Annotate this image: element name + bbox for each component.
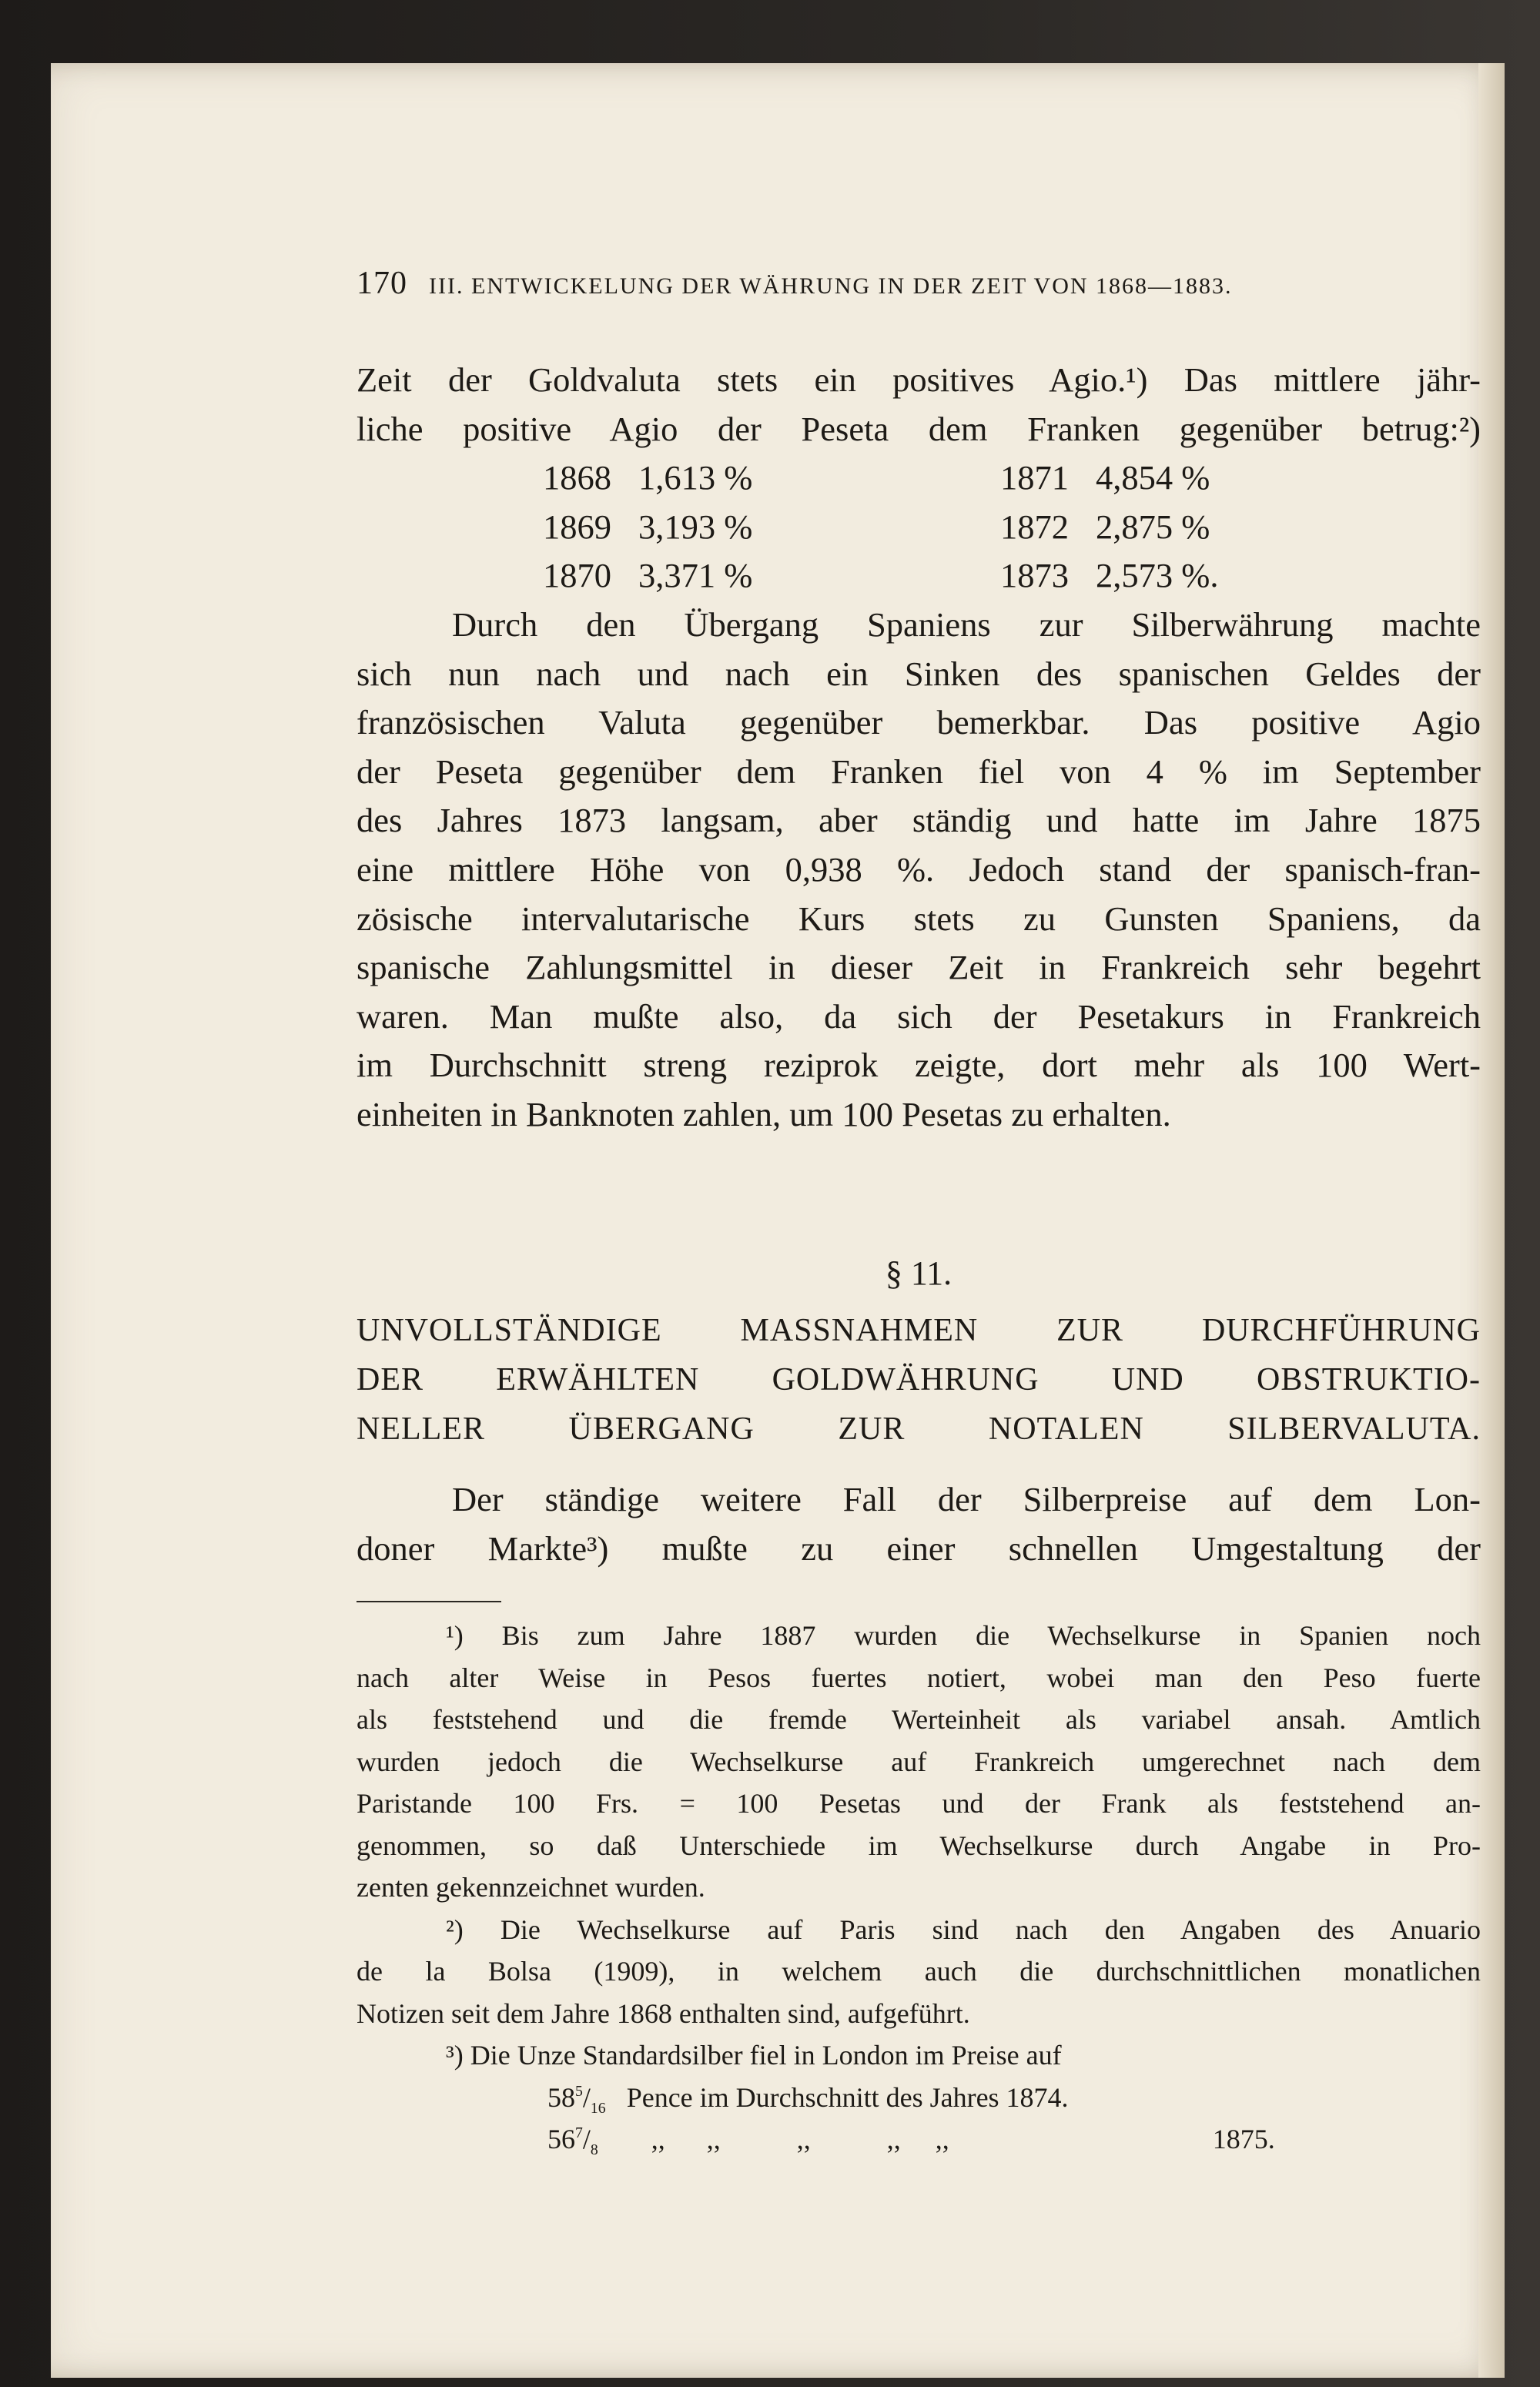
text-line: des Jahres 1873 langsam, aber ständig und hatte im Jahre 1875	[357, 801, 1481, 840]
table-cell: 1869	[543, 507, 611, 546]
section-title	[357, 1306, 1481, 1454]
book-page	[51, 63, 1505, 2378]
price-year: 1875.	[1212, 2124, 1275, 2154]
body-text	[357, 356, 1481, 1140]
footnotes	[357, 1615, 1481, 2161]
table-cell: 3,371 %	[638, 556, 753, 595]
running-head	[357, 265, 1481, 302]
footnote-line: Paristande 100 Frs. = 100 Pesetas und der Frank als feststehend an-	[357, 1788, 1481, 1819]
text-line: sich nun nach und nach ein Sinken des spanischen Geldes der	[357, 654, 1481, 693]
table-row	[543, 454, 1218, 503]
footnote-line: Notizen seit dem Jahre 1868 enthalten sind, aufgeführt.	[357, 1997, 970, 2029]
table-cell: 1873	[1000, 556, 1069, 595]
section-number: § 11.	[885, 1254, 952, 1292]
table-cell: 2,573 %.	[1096, 556, 1219, 595]
footnote-rule	[357, 1601, 501, 1602]
table-row	[543, 551, 1218, 601]
text-line: eine mittlere Höhe von 0,938 %. Jedoch stand der spanisch-fran-	[357, 849, 1481, 889]
text-line: zösische intervalutarische Kurs stets zu Gunsten Spaniens, da	[357, 899, 1481, 938]
price-text: Pence im Durchschnitt des Jahres 1874.	[626, 2081, 1069, 2113]
table-row	[543, 503, 1218, 552]
ditto-marks: ,, ,, ,, ,, ,,	[651, 2124, 949, 2154]
table-cell: 1870	[543, 556, 611, 595]
price-row-1875	[357, 2118, 1481, 2161]
text-line: einheiten in Banknoten zahlen, um 100 Pesetas zu erhalten.	[357, 1094, 1171, 1133]
text-line: französischen Valuta gegenüber bemerkbar. Das positive Agio	[357, 703, 1481, 742]
table-cell: 1871	[1000, 458, 1069, 497]
paragraph-2	[357, 1475, 1481, 1573]
running-title: III. ENTWICKELUNG DER WÄHRUNG IN DER ZEIT VON 1868—1883.	[429, 273, 1233, 299]
table-cell: 1,613 %	[638, 458, 753, 497]
page-number: 170	[357, 266, 407, 301]
table-cell: 2,875 %	[1096, 507, 1210, 546]
text-line: liche positive Agio der Peseta dem Franken gegenüber betrug:²)	[357, 409, 1481, 448]
footnote-line: wurden jedoch die Wechselkurse auf Frankreich umgerechnet nach dem	[357, 1746, 1481, 1777]
footnote-line: genommen, so daß Unterschiede im Wechselkurse durch Angabe in Pro-	[357, 1830, 1481, 1861]
footnote-1	[357, 1615, 1481, 1909]
footnote-line: ³) Die Unze Standardsilber fiel in London im Preise auf	[446, 2040, 1062, 2071]
price-fraction: $56^7/_8$	[547, 2124, 598, 2159]
text-line: im Durchschnitt streng reziprok zeigte, dort mehr als 100 Wert-	[357, 1046, 1481, 1085]
section-title-line: UNVOLLSTÄNDIGE MASSNAHMEN ZUR DURCHFÜHRUNG	[357, 1313, 1481, 1348]
text-line: der Peseta gegenüber dem Franken fiel von 4 % im September	[357, 752, 1481, 791]
footnote-line: ¹) Bis zum Jahre 1887 wurden die Wechselkurse in Spanien noch	[446, 1620, 1481, 1651]
text-line: spanische Zahlungsmittel in dieser Zeit in Frankreich sehr begehrt	[357, 948, 1481, 987]
section-title-line: DER ERWÄHLTEN GOLDWÄHRUNG UND OBSTRUKTIO-	[357, 1362, 1481, 1398]
text-line: doner Markte³) mußte zu einer schnellen Umgestaltung der	[357, 1528, 1481, 1568]
footnote-line: ²) Die Wechselkurse auf Paris sind nach den Angaben des Anuario	[446, 1913, 1481, 1945]
footnote-3	[357, 2034, 1481, 2161]
footnote-line: als feststehend und die fremde Werteinheit als variabel ansah. Amtlich	[357, 1704, 1481, 1735]
text-line: Der ständige weitere Fall der Silberpreise auf dem Lon-	[452, 1480, 1481, 1518]
footnote-2	[357, 1909, 1481, 2035]
text-line: waren. Man mußte also, da sich der Pesetakurs in Frankreich	[357, 996, 1481, 1036]
price-fraction: $58^5/_{16}$	[547, 2081, 606, 2117]
text-line: Durch den Übergang Spaniens zur Silberwährung machte	[452, 604, 1481, 644]
page-edge-shadow	[1478, 63, 1505, 2378]
price-row-1874	[357, 2077, 1481, 2119]
footnote-line: de la Bolsa (1909), in welchem auch die durchschnittlichen monatlichen	[357, 1956, 1481, 1987]
text-line: Zeit der Goldvaluta stets ein positives Agio.¹) Das mittlere jähr-	[357, 360, 1481, 399]
table-cell: 3,193 %	[638, 507, 753, 546]
footnote-line: zenten gekennzeichnet wurden.	[357, 1872, 705, 1903]
paragraph-1	[357, 601, 1481, 1140]
table-cell: 1868	[543, 458, 611, 497]
agio-table	[543, 454, 1218, 601]
table-cell: 1872	[1000, 507, 1069, 546]
footnote-line: nach alter Weise in Pesos fuertes notiert, wobei man den Peso fuerte	[357, 1662, 1481, 1693]
table-cell: 4,854 %	[1096, 458, 1210, 497]
section-title-line: NELLER ÜBERGANG ZUR NOTALEN SILBERVALUTA.	[357, 1411, 1481, 1447]
